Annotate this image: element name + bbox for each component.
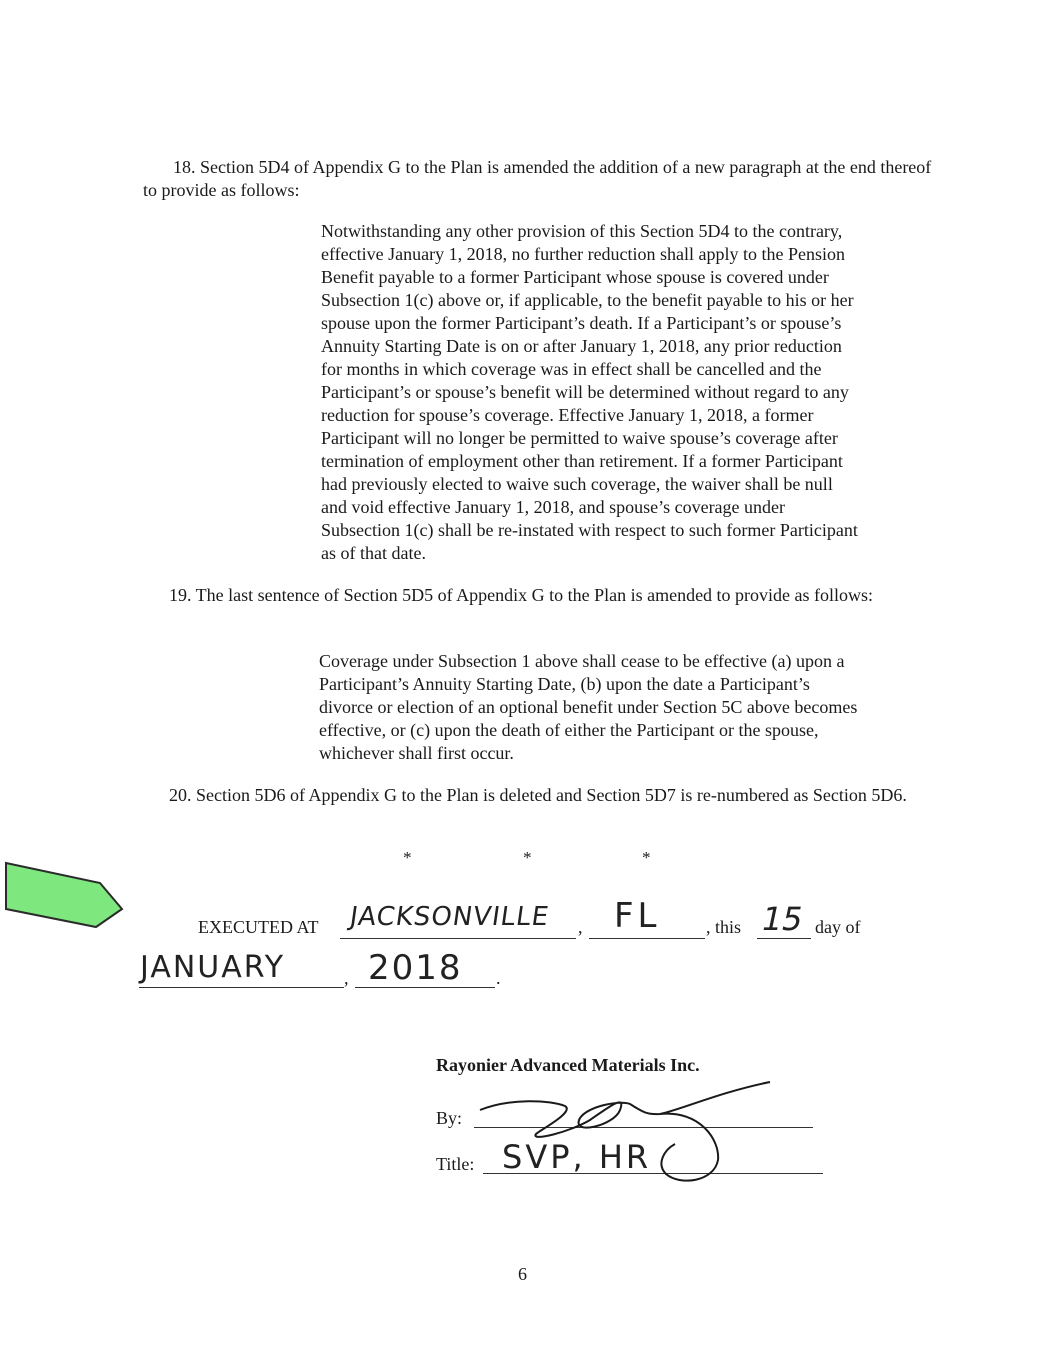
green-pointer-arrow-icon: [4, 861, 126, 929]
period: .: [496, 968, 501, 988]
day-blank: [757, 938, 811, 939]
section-20-text: 20. Section 5D6 of Appendix G to the Plan is deleted and Section 5D7 is re-numbered as Section 5D6.: [169, 785, 907, 805]
separator-asterisk: *: [403, 848, 412, 867]
comma-separator: ,: [344, 968, 349, 988]
year-handwritten: 2018: [368, 948, 463, 988]
city-handwritten: JACKSONVILLE: [347, 902, 552, 932]
month-blank: [139, 987, 344, 988]
month-handwritten: JANUARY: [140, 950, 286, 985]
section-18-quote: Notwithstanding any other provision of this Section 5D4 to the contrary, effective January 1, 2018, no further reduction shall apply to the Pension Benefit payable to a former Participant whose spouse is covered under Subsection 1(c) above or, if applicable, to the benefit payable to his or her spouse upon the former Participant’s death. If a Participant’s or spouse’s Annuity Starting Date is on or after January 1, 2018, any prior reduction for months in which coverage was in effect shall be cancelled and the Participant’s or spouse’s benefit will be determined without regard to any reduction for spouse’s coverage. Effective January 1, 2018, a former Participant will no longer be permitted to waive spouse’s coverage after termination of employment other than retirement. If a former Participant had previously elected to waive such coverage, the waiver shall be null and void effective January 1, 2018, and spouse’s coverage under Subsection 1(c) shall be re-instated with respect to such former Participant as of that date.: [321, 221, 858, 563]
day-of-label: day of: [815, 917, 861, 937]
city-blank: [340, 938, 576, 939]
signature-scribble: [470, 1070, 790, 1190]
state-blank: [589, 938, 705, 939]
state-handwritten: FL: [614, 896, 661, 936]
day-handwritten: 15: [757, 900, 807, 938]
comma-separator: ,: [578, 917, 583, 937]
section-18-intro: 18. Section 5D4 of Appendix G to the Plan is amended the addition of a new paragraph at the end thereof to provide as follows:: [143, 157, 932, 200]
company-name: Rayonier Advanced Materials Inc.: [436, 1055, 700, 1075]
executed-at-label: EXECUTED AT: [198, 917, 319, 937]
title-label: Title:: [436, 1154, 475, 1174]
this-label: , this: [706, 917, 742, 937]
by-label: By:: [436, 1108, 463, 1128]
section-19-intro: 19. The last sentence of Section 5D5 of Appendix G to the Plan is amended to provide as follows:: [169, 585, 874, 605]
page-number: 6: [518, 1264, 527, 1284]
separator-asterisk: *: [642, 848, 651, 867]
section-19-quote: Coverage under Subsection 1 above shall cease to be effective (a) upon a Participant’s Annuity Starting Date, (b) upon the date a Participant’s divorce or election of an optional benefit under Section 5C above becomes effective, or (c) upon the death of either the Participant or the spouse, whichever shall first occur.: [319, 651, 858, 763]
separator-asterisk: *: [523, 848, 532, 867]
title-handwritten: SVP, HR: [502, 1138, 652, 1176]
